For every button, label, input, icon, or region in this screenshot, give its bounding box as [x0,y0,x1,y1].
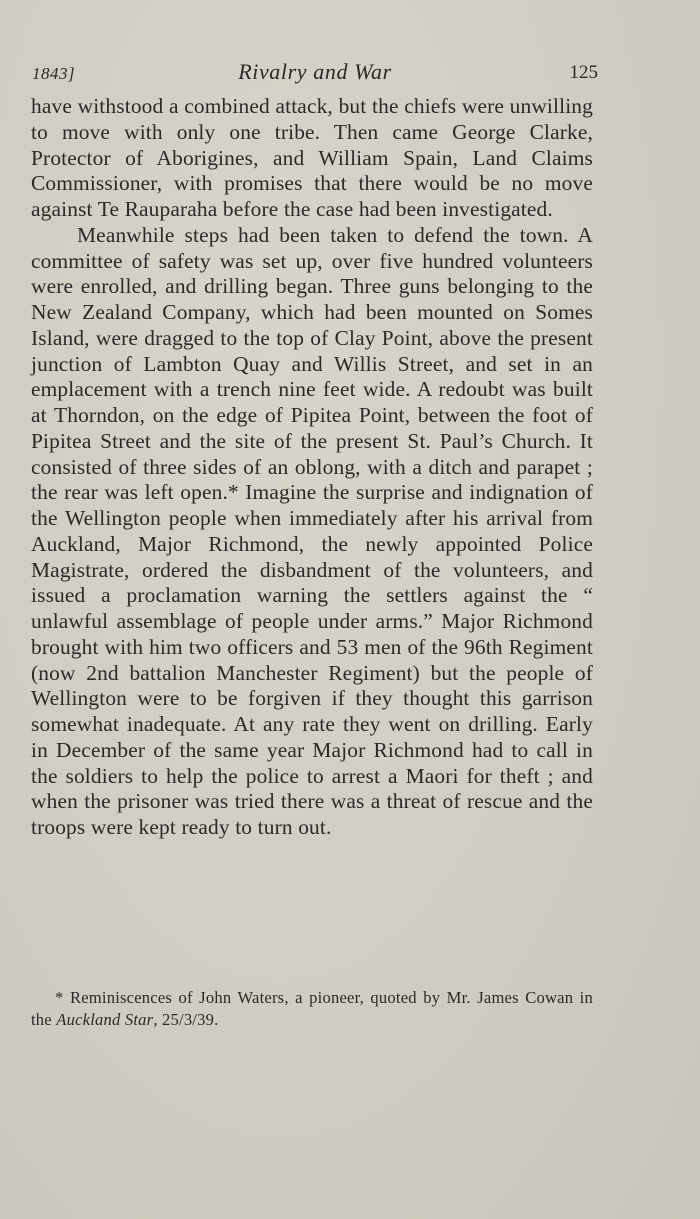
running-head [32,58,598,86]
page-number: 125 [569,62,598,83]
running-head-title: Rivalry and War [238,59,392,84]
footnote-source: Auckland Star [56,1010,154,1029]
footnote-text: * Reminiscences of John Waters, a pioneer, quoted by Mr. James Cowan in the [31,988,593,1029]
running-head-year: 1843] [32,64,76,83]
paragraph-continued: have withstood a combined attack, but the chiefs were unwilling to move with only one tribe. Then came George Clarke, Protector of Aborigines, and William Spain, Land Claims Commissioner, with promises that there would be no move against Te Rauparaha before the case had been investigated. [31,94,593,221]
footnote [31,987,593,1031]
body-text [31,94,593,841]
paragraph-meanwhile: Meanwhile steps had been taken to defend the town. A committee of safety was set up, over five hundred volunteers were enrolled, and drilling began. Three guns belonging to the New Zealand Company, which had been mounted on Somes Island, were dragged to the top of Clay Point, above the present junction of Lambton Quay and Willis Street, and set in an emplacement with a trench nine feet wide. A redoubt was built at Thorndon, on the edge of Pipitea Point, between the foot of Pipitea Street and the site of the present St. Paul’s Church. It consisted of three sides of an oblong, with a ditch and parapet ; the rear was left open.* Imagine the surprise and indignation of the Wellington people when immediately after his arrival from Auckland, Major Richmond, the newly appointed Police Magistrate, ordered the disbandment of the volunteers, and issued a proclamation warning the settlers against the “ unlawful assemblage of people under arms.” Major Richmond brought with him two officers and 53 men of the 96th Regiment (now 2nd battalion Manchester Regiment) but the people of Wellington were to be forgiven if they thought this garrison somewhat inadequate. At any rate they went on drilling. Early in December of the same year Major Richmond had to call in the soldiers to help the police to arrest a Maori for theft ; and when the prisoner was tried there was a threat of rescue and the troops were kept ready to turn out. [31,222,593,839]
footnote-date: , 25/3/39. [153,1010,219,1029]
